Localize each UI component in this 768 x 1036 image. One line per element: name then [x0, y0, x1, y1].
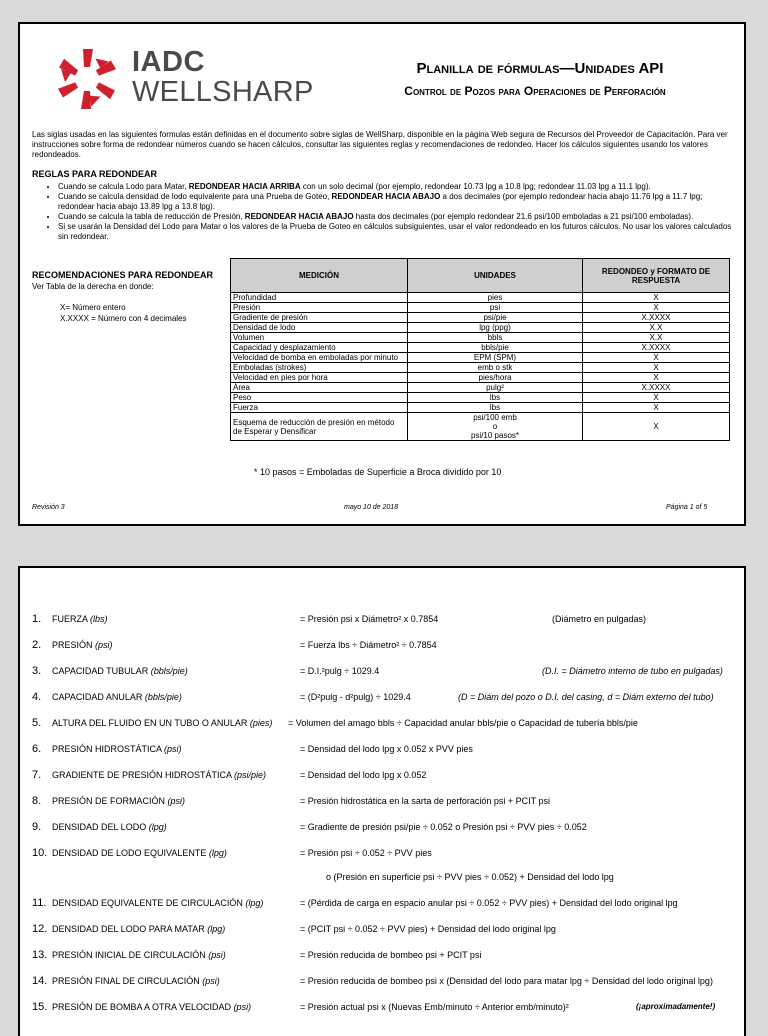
formula-unit: (lpg)	[208, 848, 227, 858]
formula-row	[32, 848, 744, 864]
formula-unit: (bbls/pie)	[150, 666, 188, 676]
formula-equation: = Densidad del lodo lpg x 0.052	[300, 770, 427, 780]
cell-unidades: psi/pie	[408, 313, 583, 323]
table-row	[231, 363, 730, 373]
cell-redondeo: X	[583, 403, 730, 413]
table-row	[231, 343, 730, 353]
cell-unidades: bbls/pie	[408, 343, 583, 353]
formula-label	[52, 976, 220, 986]
cell-redondeo: X	[583, 293, 730, 303]
formula-unit: (psi)	[208, 950, 226, 960]
formula-unit: (bbls/pie)	[144, 692, 182, 702]
cell-medicion: Velocidad en pies por hora	[231, 373, 408, 383]
table-footnote: * 10 pasos = Emboladas de Superficie a Broca dividido por 10	[254, 467, 502, 477]
cell-redondeo: X	[583, 363, 730, 373]
formula-row	[32, 640, 744, 656]
formula-label	[52, 640, 113, 650]
formula-label	[52, 796, 185, 806]
units-table	[230, 258, 730, 441]
cell-unidades: pulg²	[408, 383, 583, 393]
formula-row	[32, 950, 744, 966]
formula-note: (D = Diám del pozo o D.I. del casing, d = Diám externo del tubo)	[458, 692, 714, 702]
page-2	[18, 566, 746, 1036]
list-item: • Cuando se calcula densidad de lodo equivalente para una Prueba de Goteo, REDONDEAR HACIA ABAJO a dos decimales (por ejemplo redondear hacia abajo 11.76 lpg a 11.7 lpg; redondear hacia abajo 13.89 lpg a 13.8 lpg).	[58, 192, 736, 212]
formula-number: 4.	[32, 691, 42, 703]
cell-redondeo: X.XXXX	[583, 383, 730, 393]
formula-row	[32, 976, 744, 992]
cell-unidades: EPM (SPM)	[408, 353, 583, 363]
cell-medicion: Densidad de lodo	[231, 323, 408, 333]
formula-row	[32, 614, 744, 630]
cell-redondeo: X	[583, 413, 730, 441]
formula-number: 13.	[32, 949, 48, 961]
formula-equation: = D.I.²pulg ÷ 1029.4	[300, 666, 380, 676]
formula-equation: = (PCIT psi ÷ 0.052 ÷ PVV pies) + Densidad del lodo original lpg	[300, 924, 556, 934]
formula-unit: (pies)	[249, 718, 273, 728]
formula-note: (Diámetro en pulgadas)	[552, 614, 647, 624]
formula-number: 7.	[32, 769, 42, 781]
logo-text-wellsharp: WELLSHARP	[132, 76, 314, 108]
list-item: • Cuando se calcula Lodo para Matar, REDONDEAR HACIA ARRIBA con un solo decimal (por ejemplo, redondear 10.73 lpg a 10.8 lpg; redondear 11.03 lpg a 11.1 lpg).	[58, 182, 736, 192]
page-1	[18, 22, 746, 526]
formula-number: 14.	[32, 975, 48, 987]
formula-label	[52, 692, 182, 702]
formula-name: PRESIÓN INICIAL DE CIRCULACIÓN	[52, 950, 209, 960]
formula-name: GRADIENTE DE PRESIÓN HIDROSTÁTICA	[52, 770, 235, 780]
formula-equation: = Presión reducida de bombeo psi x (Densidad del lodo para matar lpg ÷ Densidad del lodo original lpg)	[300, 976, 713, 986]
formula-equation: = (Pérdida de carga en espacio anular psi ÷ 0.052 ÷ PVV pies) + Densidad del lodo original lpg	[300, 898, 678, 908]
cell-redondeo: X.X	[583, 323, 730, 333]
formula-equation: = (D²pulg - d²pulg) ÷ 1029.4	[300, 692, 411, 702]
formula-name: PRESIÓN HIDROSTÁTICA	[52, 744, 165, 754]
table-row	[231, 293, 730, 303]
list-item: • Si se usarán la Densidad del Lodo para Matar o los valores de la Prueba de Goteo en cálculos subsiguientes, usar el valor redondeado en los futuros cálculos. No usar los valores calculados sin redondear.	[58, 222, 736, 242]
formula-unit: (psi)	[164, 744, 182, 754]
cell-redondeo: X.X	[583, 333, 730, 343]
formula-row	[32, 924, 744, 940]
formula-number: 15.	[32, 1001, 48, 1013]
footer-revision: Revisión 3	[32, 504, 65, 511]
cell-unidades: lpg (ppg)	[408, 323, 583, 333]
formula-name: CAPACIDAD ANULAR	[52, 692, 145, 702]
cell-medicion: Esquema de reducción de presión en método de Esperar y Densificar	[231, 413, 408, 441]
formula-unit: (lpg)	[207, 924, 226, 934]
formula-label	[52, 666, 188, 676]
formula-name: DENSIDAD DEL LODO PARA MATAR	[52, 924, 208, 934]
table-row	[231, 333, 730, 343]
formula-number: 3.	[32, 665, 42, 677]
formula-name: CAPACIDAD TUBULAR	[52, 666, 151, 676]
reglas-list	[32, 182, 736, 242]
formula-name: ALTURA DEL FLUIDO EN UN TUBO O ANULAR	[52, 718, 250, 728]
cell-redondeo: X	[583, 373, 730, 383]
list-item: • Cuando se calcula la tabla de reducción de Presión, REDONDEAR HACIA ABAJO hasta dos decimales (por ejemplo redondear 21.6 psi/100 emboladas a 21 psi/100 emboladas).	[58, 212, 736, 222]
cell-medicion: Área	[231, 383, 408, 393]
formula-number: 10.	[32, 847, 48, 859]
page-title: Planilla de fórmulas—Unidades API	[416, 60, 664, 77]
formula-label	[52, 718, 272, 728]
cell-medicion: Profundidad	[231, 293, 408, 303]
table-row	[231, 353, 730, 363]
cell-unidades: lbs	[408, 403, 583, 413]
cell-medicion: Peso	[231, 393, 408, 403]
reglas-heading: REGLAS PARA REDONDEAR	[32, 169, 158, 179]
formula-label	[52, 924, 225, 934]
formula-unit: (psi)	[95, 640, 113, 650]
formula-label	[52, 950, 226, 960]
formula-name: PRESIÓN DE FORMACIÓN	[52, 796, 168, 806]
table-row	[231, 383, 730, 393]
cell-medicion: Volumen	[231, 333, 408, 343]
cell-unidades: psi/100 emb o psi/10 pasos*	[408, 413, 583, 441]
footer-page-number: Página 1 of 5	[666, 504, 708, 511]
formula-label	[52, 898, 263, 908]
formula-number: 12.	[32, 923, 48, 935]
formula-row	[32, 796, 744, 812]
formula-equation: = Presión reducida de bombeo psi + PCIT psi	[300, 950, 482, 960]
formula-label	[52, 848, 227, 858]
formula-name: DENSIDAD DEL LODO	[52, 822, 149, 832]
formula-row	[32, 744, 744, 760]
cell-unidades: pies	[408, 293, 583, 303]
formula-equation: = Fuerza lbs ÷ Diámetro² ÷ 0.7854	[300, 640, 437, 650]
cell-medicion: Fuerza	[231, 403, 408, 413]
formula-unit: (psi/pie)	[234, 770, 267, 780]
formula-number: 2.	[32, 639, 42, 651]
formula-number: 5.	[32, 717, 42, 729]
formula-label	[52, 744, 182, 754]
formula-equation: = Presión hidrostática en la sarta de perforación psi + PCIT psi	[300, 796, 550, 806]
formula-equation: = Volumen del amago bbls ÷ Capacidad anular bbls/pie o Capacidad de tubería bbls/pie	[288, 718, 638, 728]
formula-equation: = Densidad del lodo lpg x 0.052 x PVV pies	[300, 744, 473, 754]
formula-number: 1.	[32, 613, 42, 625]
cell-redondeo: X.XXXX	[583, 343, 730, 353]
logo-text-iadc: IADC	[132, 46, 205, 78]
formula-number: 9.	[32, 821, 42, 833]
formula-name: DENSIDAD DE LODO EQUIVALENTE	[52, 848, 209, 858]
cell-medicion: Emboladas (strokes)	[231, 363, 408, 373]
formula-row	[32, 872, 744, 888]
table-row	[231, 393, 730, 403]
cell-medicion: Velocidad de bomba en emboladas por minuto	[231, 353, 408, 363]
col-header-redondeo: REDONDEO y FORMATO DE RESPUESTA	[583, 259, 730, 293]
iadc-wellsharp-logo	[52, 44, 314, 114]
formula-equation: = Gradiente de presión psi/pie ÷ 0.052 o Presión psi ÷ PVV pies ÷ 0.052	[300, 822, 587, 832]
formula-unit: (psi)	[202, 976, 220, 986]
table-row	[231, 403, 730, 413]
col-header-unidades: UNIDADES	[408, 259, 583, 293]
page-subtitle: Control de Pozos para Operaciones de Perforación	[404, 84, 666, 98]
recomendaciones-heading: RECOMENDACIONES PARA REDONDEAR	[32, 270, 214, 280]
formula-equation: = Presión actual psi x (Nuevas Emb/minuto ÷ Anterior emb/minuto)²	[300, 1002, 569, 1012]
formula-number: 11.	[32, 897, 47, 909]
formula-label	[52, 822, 167, 832]
formula-label	[52, 770, 266, 780]
formula-row	[32, 1002, 744, 1018]
table-row	[231, 303, 730, 313]
cell-medicion: Capacidad y desplazamiento	[231, 343, 408, 353]
formula-row	[32, 692, 744, 708]
formula-equation: o (Presión en superficie psi ÷ PVV pies ÷ 0.052) + Densidad del lodo lpg	[326, 872, 614, 882]
cell-unidades: bbls	[408, 333, 583, 343]
footer-date: mayo 10 de 2018	[344, 504, 399, 511]
cell-unidades: lbs	[408, 393, 583, 403]
formula-name: DENSIDAD EQUIVALENTE DE CIRCULACIÓN	[52, 898, 246, 908]
cell-unidades: psi	[408, 303, 583, 313]
cell-redondeo: X	[583, 393, 730, 403]
cell-unidades: pies/hora	[408, 373, 583, 383]
col-header-medicion: MEDICIÓN	[231, 259, 408, 293]
recomendaciones-x2: X.XXXX = Número con 4 decimales	[60, 314, 187, 323]
formula-row	[32, 898, 744, 914]
formula-row	[32, 822, 744, 838]
cell-unidades: emb o stk	[408, 363, 583, 373]
formula-name: PRESIÓN DE BOMBA A OTRA VELOCIDAD	[52, 1002, 234, 1012]
formula-name: PRESIÓN	[52, 640, 96, 650]
formula-name: FUERZA	[52, 614, 91, 624]
formula-number: 8.	[32, 795, 42, 807]
table-header-row	[231, 259, 730, 293]
logo-mark-icon	[52, 44, 122, 114]
formula-equation: = Presión psi x Diámetro² x 0.7854	[300, 614, 439, 624]
formula-label	[52, 1002, 251, 1012]
formula-row	[32, 666, 744, 682]
cell-medicion: Presión	[231, 303, 408, 313]
formula-equation: = Presión psi ÷ 0.052 ÷ PVV pies	[300, 848, 432, 858]
recomendaciones-sub: Ver Tabla de la derecha en donde:	[32, 282, 154, 291]
formula-number: 6.	[32, 743, 42, 755]
cell-redondeo: X.XXXX	[583, 313, 730, 323]
formula-unit: (lbs)	[90, 614, 108, 624]
recomendaciones-x1: X= Número entero	[60, 303, 126, 312]
formula-unit: (lpg)	[148, 822, 167, 832]
cell-medicion: Gradiente de presión	[231, 313, 408, 323]
formula-row	[32, 718, 744, 734]
table-row	[231, 373, 730, 383]
table-row	[231, 323, 730, 333]
intro-paragraph: Las siglas usadas en las siguientes formulas están definidas en el documento sobre siglas de WellSharp, disponible en la página Web segura de Recursos del Proveedor de Capacitación. Para ver instrucciones sobre forma de redondear números cuando se hacen cálculos, consultar las siguientes reglas y recomendaciones de redondeo. Hacer los cálculos siguientes usando los valores redondeados.	[32, 130, 728, 159]
table-row	[231, 413, 730, 441]
cell-redondeo: X	[583, 303, 730, 313]
formula-label	[52, 614, 108, 624]
formula-unit: (lpg)	[245, 898, 264, 908]
formula-note: (D.I. = Diámetro interno de tubo en pulgadas)	[542, 666, 723, 676]
cell-redondeo: X	[583, 353, 730, 363]
formula-note: (¡aproximadamente!)	[636, 1002, 716, 1011]
formula-row	[32, 770, 744, 786]
formula-unit: (psi)	[233, 1002, 252, 1012]
table-row	[231, 313, 730, 323]
formula-unit: (psi)	[167, 796, 186, 806]
formula-name: PRESIÓN FINAL DE CIRCULACIÓN	[52, 976, 203, 986]
